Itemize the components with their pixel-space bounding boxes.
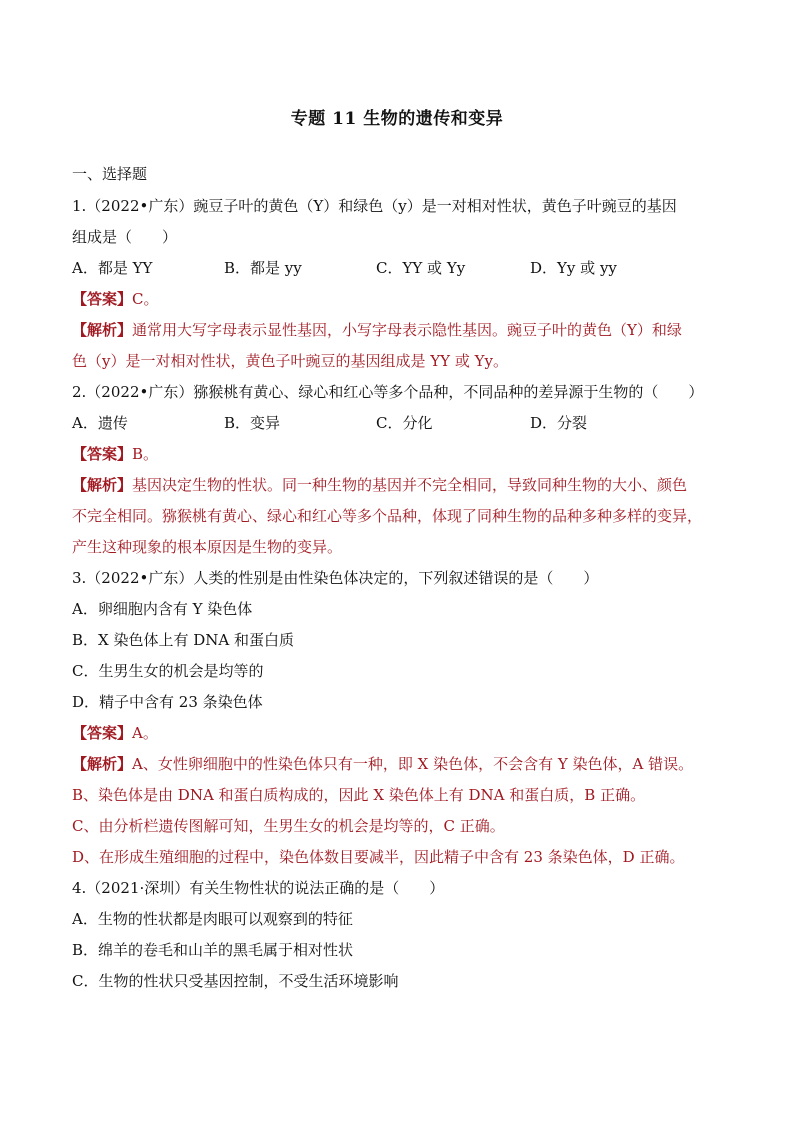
analysis-label: 【解析】 bbox=[72, 476, 133, 494]
q3-analysis-line3: C、由分析栏遗传图解可知，生男生女的机会是均等的，C 正确。 bbox=[72, 817, 505, 835]
q3-stem-line1: 3.（2022•广东）人类的性别是由性染色体决定的，下列叙述错误的是（ ） bbox=[72, 569, 599, 587]
answer-label: 【答案】 bbox=[72, 724, 133, 742]
analysis-text: A、女性卵细胞中的性染色体只有一种，即 X 染色体，不会含有 Y 染色体，A 错误。 bbox=[132, 755, 694, 773]
q3-option-a: A．卵细胞内含有 Y 染色体 bbox=[72, 600, 253, 618]
answer-label: 【答案】 bbox=[72, 445, 133, 463]
q3-option-d: D．精子中含有 23 条染色体 bbox=[72, 693, 263, 711]
q3-answer bbox=[72, 722, 158, 744]
answer-value: C。 bbox=[132, 290, 159, 308]
document-title: 专题 11 生物的遗传和变异 bbox=[290, 109, 504, 129]
q1-answer bbox=[72, 288, 159, 310]
q3-analysis-line2: B、染色体是由 DNA 和蛋白质构成的，因此 X 染色体上有 DNA 和蛋白质，B 正确。 bbox=[72, 786, 646, 804]
q1-analysis-line1 bbox=[72, 319, 682, 341]
q2-analysis-line3: 产生这种现象的根本原因是生物的变异。 bbox=[72, 538, 343, 556]
q4-stem-line1: 4.（2021·深圳）有关生物性状的说法正确的是（ ） bbox=[72, 879, 445, 897]
q1-analysis-line2: 色（y）是一对相对性状，黄色子叶豌豆的基因组成是 YY 或 Yy。 bbox=[72, 352, 508, 370]
q2-analysis-line1 bbox=[72, 474, 687, 496]
q2-options bbox=[72, 412, 587, 434]
analysis-label: 【解析】 bbox=[72, 321, 133, 339]
q2-stem-line1: 2.（2022•广东）猕猴桃有黄心、绿心和红心等多个品种，不同品种的差异源于生物的（ ） bbox=[72, 383, 704, 401]
q3-analysis-line4: D、在形成生殖细胞的过程中，染色体数目要减半，因此精子中含有 23 条染色体，D 正确。 bbox=[72, 848, 685, 866]
q2-answer bbox=[72, 443, 158, 465]
answer-label: 【答案】 bbox=[72, 290, 133, 308]
q3-option-b: B．X 染色体上有 DNA 和蛋白质 bbox=[72, 631, 294, 649]
q4-option-b: B．绵羊的卷毛和山羊的黑毛属于相对性状 bbox=[72, 941, 354, 959]
analysis-text: 基因决定生物的性状。同一种生物的基因并不完全相同，导致同种生物的大小、颜色 bbox=[132, 476, 688, 494]
answer-value: A。 bbox=[132, 724, 158, 742]
q3-analysis-line1 bbox=[72, 753, 693, 775]
analysis-label: 【解析】 bbox=[72, 755, 133, 773]
q1-option-b: B．都是 yy bbox=[224, 259, 302, 277]
q1-option-d: D．Yy 或 yy bbox=[530, 259, 617, 277]
q4-option-c: C．生物的性状只受基因控制，不受生活环境影响 bbox=[72, 972, 399, 990]
q1-stem-line1: 1.（2022•广东）豌豆子叶的黄色（Y）和绿色（y）是一对相对性状，黄色子叶豌豆的基因 bbox=[72, 197, 677, 215]
q2-option-d: D．分裂 bbox=[530, 414, 588, 432]
q1-stem-line2: 组成是（ ） bbox=[72, 228, 178, 246]
q1-options bbox=[72, 257, 617, 279]
q2-option-a: A．遗传 bbox=[72, 414, 128, 432]
q2-option-b: B．变异 bbox=[224, 414, 281, 432]
answer-value: B。 bbox=[132, 445, 159, 463]
q4-option-a: A．生物的性状都是肉眼可以观察到的特征 bbox=[72, 910, 353, 928]
analysis-text: 通常用大写字母表示显性基因，小写字母表示隐性基因。豌豆子叶的黄色（Y）和绿 bbox=[132, 321, 682, 339]
q3-option-c: C．生男生女的机会是均等的 bbox=[72, 662, 264, 680]
q1-option-a: A．都是 YY bbox=[72, 259, 153, 277]
section-heading: 一、选择题 bbox=[72, 165, 148, 183]
q1-option-c: C．YY 或 Yy bbox=[376, 259, 466, 277]
q2-option-c: C．分化 bbox=[376, 414, 433, 432]
q2-analysis-line2: 不完全相同。猕猴桃有黄心、绿心和红心等多个品种，体现了同种生物的品种多种多样的变异， bbox=[72, 507, 703, 525]
